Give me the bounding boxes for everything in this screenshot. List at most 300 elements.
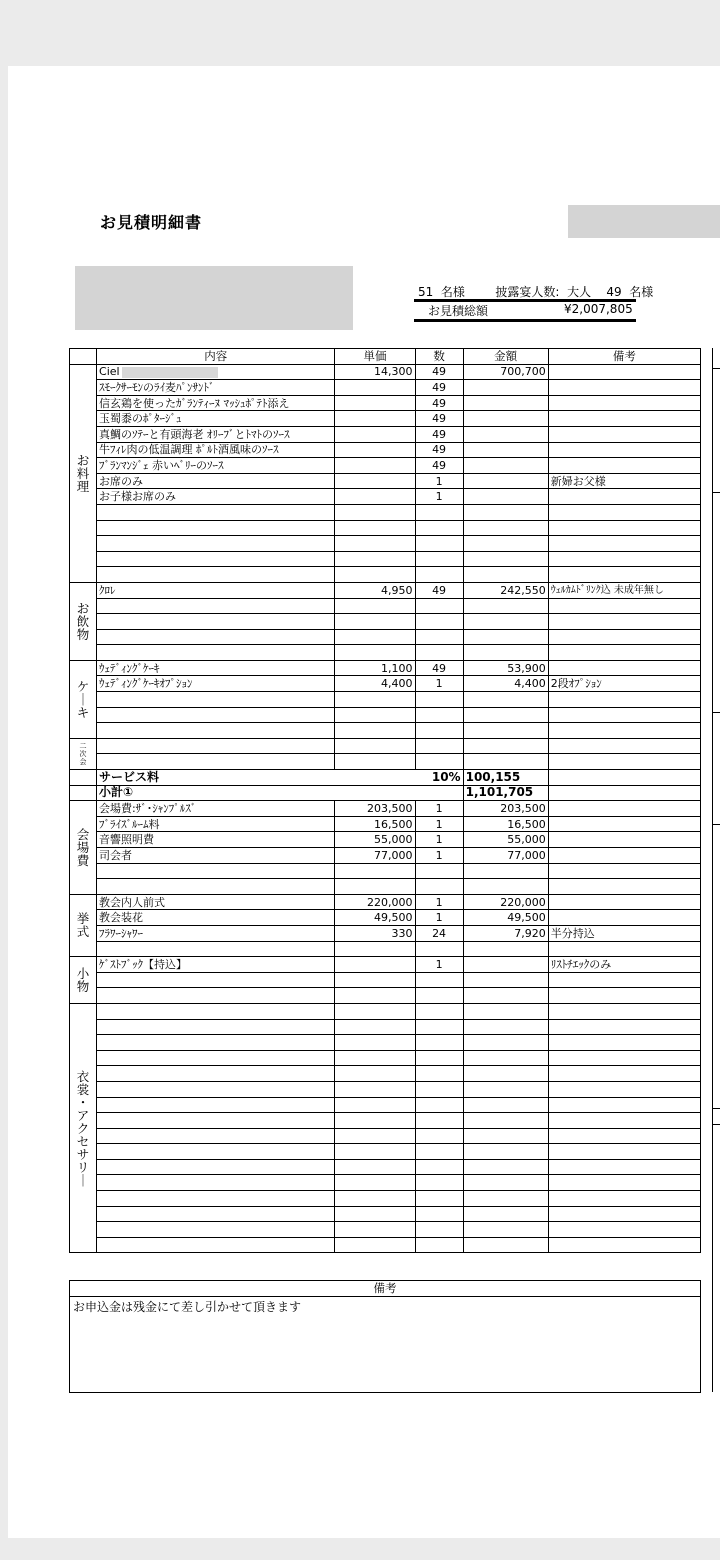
table-row bbox=[70, 567, 701, 583]
note-cell bbox=[548, 489, 700, 505]
price-cell bbox=[335, 473, 415, 489]
remarks-text: お申込金は残金にて差し引かせて頂きます bbox=[73, 1300, 302, 1314]
note-cell bbox=[548, 504, 700, 520]
price-cell: 49,500 bbox=[335, 910, 415, 926]
table-row bbox=[70, 411, 701, 427]
price-cell bbox=[335, 754, 415, 770]
note-cell bbox=[548, 1035, 700, 1051]
item-cell: ｽﾓｰｸｻｰﾓﾝのﾗｲ麦ﾊﾟﾝｻﾝﾄﾞ bbox=[97, 380, 335, 396]
note-cell bbox=[548, 598, 700, 614]
note-cell bbox=[548, 660, 700, 676]
note-cell bbox=[548, 1050, 700, 1066]
table-row bbox=[70, 645, 701, 661]
qty-cell bbox=[415, 1097, 463, 1113]
note-cell bbox=[548, 520, 700, 536]
table-row bbox=[70, 458, 701, 474]
subtotal-row bbox=[70, 785, 701, 801]
qty-cell bbox=[415, 1035, 463, 1051]
section bbox=[70, 364, 701, 582]
adjacent-page-edge bbox=[712, 348, 720, 1392]
item-cell bbox=[97, 1097, 335, 1113]
table-row bbox=[70, 832, 701, 848]
remarks-box bbox=[69, 1280, 701, 1393]
table-row bbox=[70, 1035, 701, 1051]
item-cell bbox=[97, 863, 335, 879]
price-cell bbox=[335, 863, 415, 879]
amount-cell: 77,000 bbox=[463, 848, 548, 864]
item-cell bbox=[97, 1035, 335, 1051]
qty-cell bbox=[415, 972, 463, 988]
amount-cell bbox=[463, 520, 548, 536]
item-label: Ciel bbox=[99, 365, 120, 379]
item-cell bbox=[97, 1206, 335, 1222]
amount-cell: 53,900 bbox=[463, 660, 548, 676]
table-row bbox=[70, 801, 701, 817]
section-category: 会 場 費 bbox=[70, 801, 97, 895]
table-row bbox=[70, 660, 701, 676]
amount-cell bbox=[463, 426, 548, 442]
qty-cell: 1 bbox=[415, 957, 463, 973]
item-cell bbox=[97, 754, 335, 770]
table-row bbox=[70, 1222, 701, 1238]
qty-cell bbox=[415, 1019, 463, 1035]
qty-cell bbox=[415, 520, 463, 536]
table-row bbox=[70, 1159, 701, 1175]
table-row bbox=[70, 738, 701, 754]
qty-cell bbox=[415, 738, 463, 754]
price-cell bbox=[335, 1035, 415, 1051]
amount-cell bbox=[463, 489, 548, 505]
column-header: 金額 bbox=[463, 349, 548, 365]
table-row bbox=[70, 1081, 701, 1097]
note-cell bbox=[548, 1066, 700, 1082]
item-cell bbox=[97, 1050, 335, 1066]
qty-cell: 1 bbox=[415, 801, 463, 817]
table-row bbox=[70, 1237, 701, 1253]
item-cell bbox=[97, 364, 335, 380]
note-cell bbox=[548, 910, 700, 926]
amount-cell bbox=[463, 957, 548, 973]
qty-cell: 49 bbox=[415, 582, 463, 598]
amount-cell bbox=[463, 754, 548, 770]
qty-cell bbox=[415, 598, 463, 614]
section-category: 挙 式 bbox=[70, 894, 97, 956]
price-cell: 203,500 bbox=[335, 801, 415, 817]
item-cell: 真鯛のｿﾃｰと有頭海老 ｵﾘｰﾌﾞとﾄﾏﾄのｿｰｽ bbox=[97, 426, 335, 442]
price-cell bbox=[335, 1237, 415, 1253]
item-cell bbox=[97, 1128, 335, 1144]
price-cell bbox=[335, 614, 415, 630]
note-cell bbox=[548, 723, 700, 739]
amount-cell bbox=[463, 1019, 548, 1035]
amount-cell: 49,500 bbox=[463, 910, 548, 926]
item-cell bbox=[97, 723, 335, 739]
qty-cell bbox=[415, 504, 463, 520]
table-row bbox=[70, 754, 701, 770]
note-cell bbox=[548, 972, 700, 988]
item-cell bbox=[97, 1191, 335, 1207]
amount-cell bbox=[463, 629, 548, 645]
price-cell bbox=[335, 645, 415, 661]
table-row bbox=[70, 848, 701, 864]
amount-cell bbox=[463, 458, 548, 474]
table-row bbox=[70, 1175, 701, 1191]
amount-cell bbox=[463, 1144, 548, 1160]
price-cell bbox=[335, 1066, 415, 1082]
amount-cell: 55,000 bbox=[463, 832, 548, 848]
qty-cell bbox=[415, 1237, 463, 1253]
amount-cell: 7,920 bbox=[463, 925, 548, 941]
price-cell bbox=[335, 1003, 415, 1019]
note-cell bbox=[548, 551, 700, 567]
item-cell bbox=[97, 1019, 335, 1035]
price-cell bbox=[335, 1081, 415, 1097]
note-cell bbox=[548, 645, 700, 661]
note-cell bbox=[548, 754, 700, 770]
note-cell bbox=[548, 1206, 700, 1222]
item-cell bbox=[97, 1081, 335, 1097]
item-cell bbox=[97, 879, 335, 895]
subtotal-amount: 1,101,705 bbox=[463, 785, 548, 801]
table-row bbox=[70, 894, 701, 910]
item-cell: ﾌﾗﾜｰｼｬﾜｰ bbox=[97, 925, 335, 941]
column-header: 数 bbox=[415, 349, 463, 365]
qty-cell bbox=[415, 1066, 463, 1082]
section bbox=[70, 660, 701, 738]
price-cell bbox=[335, 598, 415, 614]
note-cell bbox=[548, 848, 700, 864]
section bbox=[70, 801, 701, 895]
qty-cell bbox=[415, 567, 463, 583]
table-row bbox=[70, 1144, 701, 1160]
price-cell bbox=[335, 879, 415, 895]
amount-cell bbox=[463, 863, 548, 879]
table-row bbox=[70, 1206, 701, 1222]
note-cell bbox=[548, 738, 700, 754]
qty-cell: 1 bbox=[415, 910, 463, 926]
item-cell bbox=[97, 536, 335, 552]
item-cell bbox=[97, 1003, 335, 1019]
note-cell bbox=[548, 988, 700, 1004]
table-row bbox=[70, 380, 701, 396]
column-header: 単価 bbox=[335, 349, 415, 365]
qty-cell: 49 bbox=[415, 380, 463, 396]
note-cell bbox=[548, 801, 700, 817]
note-cell bbox=[548, 1081, 700, 1097]
item-cell bbox=[97, 520, 335, 536]
price-cell bbox=[335, 941, 415, 957]
qty-cell bbox=[415, 1144, 463, 1160]
service-charge-rate: 10% bbox=[415, 770, 463, 786]
price-cell bbox=[335, 1175, 415, 1191]
price-cell bbox=[335, 1019, 415, 1035]
qty-cell bbox=[415, 1050, 463, 1066]
price-cell bbox=[335, 1159, 415, 1175]
price-cell bbox=[335, 520, 415, 536]
qty-cell: 49 bbox=[415, 364, 463, 380]
amount-cell bbox=[463, 707, 548, 723]
qty-cell bbox=[415, 1222, 463, 1238]
service-charge-amount: 100,155 bbox=[463, 770, 548, 786]
amount-cell: 4,400 bbox=[463, 676, 548, 692]
table-row bbox=[70, 972, 701, 988]
qty-cell bbox=[415, 536, 463, 552]
amount-cell bbox=[463, 1175, 548, 1191]
qty-cell: 24 bbox=[415, 925, 463, 941]
amount-cell bbox=[463, 614, 548, 630]
item-cell bbox=[97, 1222, 335, 1238]
amount-cell: 203,500 bbox=[463, 801, 548, 817]
note-cell bbox=[548, 458, 700, 474]
table-row bbox=[70, 489, 701, 505]
qty-cell bbox=[415, 707, 463, 723]
price-cell bbox=[335, 1222, 415, 1238]
category-header bbox=[70, 349, 97, 365]
amount-cell bbox=[463, 473, 548, 489]
note-cell: ﾘｽﾄﾁｴｯｸのみ bbox=[548, 957, 700, 973]
table-header bbox=[70, 349, 701, 365]
note-cell bbox=[548, 1003, 700, 1019]
amount-cell bbox=[463, 395, 548, 411]
qty-cell bbox=[415, 863, 463, 879]
note-cell bbox=[548, 863, 700, 879]
section bbox=[70, 582, 701, 660]
qty-cell bbox=[415, 1003, 463, 1019]
qty-cell: 1 bbox=[415, 489, 463, 505]
qty-cell bbox=[415, 1175, 463, 1191]
qty-cell bbox=[415, 1081, 463, 1097]
price-cell bbox=[335, 489, 415, 505]
table-row bbox=[70, 1097, 701, 1113]
redacted-block bbox=[568, 205, 720, 238]
price-cell bbox=[335, 1206, 415, 1222]
table-row bbox=[70, 614, 701, 630]
qty-cell bbox=[415, 1191, 463, 1207]
amount-cell bbox=[463, 988, 548, 1004]
price-cell: 16,500 bbox=[335, 816, 415, 832]
price-cell: 220,000 bbox=[335, 894, 415, 910]
estimate-total bbox=[414, 299, 636, 322]
section bbox=[70, 957, 701, 1004]
item-cell: ｸﾛﾚ bbox=[97, 582, 335, 598]
item-cell: 会場費:ｻﾞ･ｼｬﾝﾌﾟﾙｽﾞ bbox=[97, 801, 335, 817]
amount-cell bbox=[463, 598, 548, 614]
section-category: 二 次 会 bbox=[70, 738, 97, 769]
price-cell bbox=[335, 536, 415, 552]
qty-cell bbox=[415, 1159, 463, 1175]
column-header: 内容 bbox=[97, 349, 335, 365]
note-cell bbox=[548, 816, 700, 832]
price-cell bbox=[335, 567, 415, 583]
table-row bbox=[70, 536, 701, 552]
qty-cell: 1 bbox=[415, 676, 463, 692]
item-cell bbox=[97, 1066, 335, 1082]
item-cell: ｹﾞｽﾄﾌﾞｯｸ【持込】 bbox=[97, 957, 335, 973]
price-cell: 14,300 bbox=[335, 364, 415, 380]
price-cell bbox=[335, 1144, 415, 1160]
guest-count-line: 51 名様 披露宴人数: 大人 49 名様 bbox=[418, 285, 654, 299]
section-category: お 飲 物 bbox=[70, 582, 97, 660]
amount-cell bbox=[463, 1206, 548, 1222]
amount-cell bbox=[463, 972, 548, 988]
table-row bbox=[70, 473, 701, 489]
qty-cell: 1 bbox=[415, 473, 463, 489]
amount-cell bbox=[463, 723, 548, 739]
qty-cell bbox=[415, 614, 463, 630]
item-cell: 教会装花 bbox=[97, 910, 335, 926]
price-cell bbox=[335, 972, 415, 988]
item-cell bbox=[97, 692, 335, 708]
item-cell bbox=[97, 941, 335, 957]
note-cell: 新婦お父様 bbox=[548, 473, 700, 489]
price-cell bbox=[335, 1191, 415, 1207]
price-cell bbox=[335, 738, 415, 754]
note-cell bbox=[548, 1128, 700, 1144]
qty-cell: 1 bbox=[415, 848, 463, 864]
qty-cell bbox=[415, 754, 463, 770]
price-cell bbox=[335, 395, 415, 411]
price-cell bbox=[335, 1097, 415, 1113]
price-cell: 4,400 bbox=[335, 676, 415, 692]
amount-cell bbox=[463, 1003, 548, 1019]
section-category: 小 物 bbox=[70, 957, 97, 1004]
table-row bbox=[70, 1003, 701, 1019]
amount-cell bbox=[463, 1159, 548, 1175]
section-category: 衣 裳 ・ ア ク セ サ リ ｜ bbox=[70, 1003, 97, 1253]
price-cell bbox=[335, 723, 415, 739]
price-cell bbox=[335, 458, 415, 474]
qty-cell: 1 bbox=[415, 816, 463, 832]
price-cell bbox=[335, 707, 415, 723]
price-cell bbox=[335, 380, 415, 396]
estimate-table bbox=[69, 348, 701, 1253]
table-row bbox=[70, 629, 701, 645]
service-charge-label: サービス料 bbox=[97, 770, 335, 786]
item-cell bbox=[97, 598, 335, 614]
item-cell bbox=[97, 504, 335, 520]
item-cell: 司会者 bbox=[97, 848, 335, 864]
note-cell bbox=[548, 894, 700, 910]
item-cell: お席のみ bbox=[97, 473, 335, 489]
section-category: ケ ｜ キ bbox=[70, 660, 97, 738]
amount-cell bbox=[463, 879, 548, 895]
price-cell bbox=[335, 1050, 415, 1066]
note-cell: 半分持込 bbox=[548, 925, 700, 941]
column-header: 備考 bbox=[548, 349, 700, 365]
amount-cell: 700,700 bbox=[463, 364, 548, 380]
item-cell bbox=[97, 567, 335, 583]
item-cell bbox=[97, 1175, 335, 1191]
table-row bbox=[70, 957, 701, 973]
amount-cell bbox=[463, 1237, 548, 1253]
item-cell: 牛ﾌｨﾚ肉の低温調理 ﾎﾟﾙﾄ酒風味のｿｰｽ bbox=[97, 442, 335, 458]
table-row bbox=[70, 723, 701, 739]
qty-cell bbox=[415, 1128, 463, 1144]
note-cell bbox=[548, 411, 700, 427]
qty-cell: 1 bbox=[415, 832, 463, 848]
amount-cell bbox=[463, 1128, 548, 1144]
note-cell bbox=[548, 879, 700, 895]
service-charge-row bbox=[70, 770, 701, 786]
note-cell bbox=[548, 536, 700, 552]
item-cell bbox=[97, 988, 335, 1004]
qty-cell bbox=[415, 988, 463, 1004]
table-row bbox=[70, 816, 701, 832]
price-cell: 4,950 bbox=[335, 582, 415, 598]
section bbox=[70, 1003, 701, 1253]
note-cell bbox=[548, 629, 700, 645]
price-cell bbox=[335, 1113, 415, 1129]
note-cell: 2段ｵﾌﾟｼｮﾝ bbox=[548, 676, 700, 692]
table-row bbox=[70, 1191, 701, 1207]
item-cell bbox=[97, 551, 335, 567]
price-cell bbox=[335, 1128, 415, 1144]
amount-cell bbox=[463, 645, 548, 661]
note-cell bbox=[548, 614, 700, 630]
item-cell: ﾌﾞﾗﾝﾏﾝｼﾞｪ 赤いﾍﾞﾘｰのｿｰｽ bbox=[97, 458, 335, 474]
amount-cell bbox=[463, 442, 548, 458]
note-cell bbox=[548, 1159, 700, 1175]
price-cell bbox=[335, 442, 415, 458]
qty-cell bbox=[415, 723, 463, 739]
table-row bbox=[70, 598, 701, 614]
note-cell bbox=[548, 941, 700, 957]
qty-cell: 49 bbox=[415, 442, 463, 458]
table-row bbox=[70, 504, 701, 520]
table-row bbox=[70, 551, 701, 567]
section bbox=[70, 894, 701, 956]
table-row bbox=[70, 442, 701, 458]
redacted-text bbox=[122, 367, 218, 378]
table-row bbox=[70, 941, 701, 957]
section bbox=[70, 738, 701, 769]
note-cell bbox=[548, 1237, 700, 1253]
estimate-total-label: お見積総額 bbox=[428, 304, 489, 318]
note-cell bbox=[548, 1191, 700, 1207]
item-cell: ﾌﾞﾗｲｽﾞﾙｰﾑ料 bbox=[97, 816, 335, 832]
amount-cell: 220,000 bbox=[463, 894, 548, 910]
qty-cell bbox=[415, 629, 463, 645]
price-cell bbox=[335, 426, 415, 442]
item-cell: 信玄鶏を使ったｶﾞﾗﾝﾃｨｰﾇ ﾏｯｼｭﾎﾟﾃﾄ添え bbox=[97, 395, 335, 411]
note-cell bbox=[548, 567, 700, 583]
item-cell bbox=[97, 614, 335, 630]
note-cell bbox=[548, 1097, 700, 1113]
price-cell bbox=[335, 988, 415, 1004]
amount-cell bbox=[463, 941, 548, 957]
note-cell bbox=[548, 1222, 700, 1238]
qty-cell bbox=[415, 1206, 463, 1222]
qty-cell: 49 bbox=[415, 395, 463, 411]
qty-cell bbox=[415, 941, 463, 957]
amount-cell bbox=[463, 536, 548, 552]
redacted-block bbox=[75, 266, 353, 330]
amount-cell bbox=[463, 1097, 548, 1113]
item-cell: 玉蜀黍のﾎﾟﾀｰｼﾞｭ bbox=[97, 411, 335, 427]
note-cell bbox=[548, 380, 700, 396]
amount-cell bbox=[463, 567, 548, 583]
table-row bbox=[70, 1050, 701, 1066]
price-cell: 55,000 bbox=[335, 832, 415, 848]
qty-cell: 49 bbox=[415, 411, 463, 427]
price-cell: 330 bbox=[335, 925, 415, 941]
item-cell bbox=[97, 645, 335, 661]
table-row bbox=[70, 426, 701, 442]
price-cell bbox=[335, 692, 415, 708]
qty-cell bbox=[415, 879, 463, 895]
section-category: お 料 理 bbox=[70, 364, 97, 582]
price-cell bbox=[335, 957, 415, 973]
